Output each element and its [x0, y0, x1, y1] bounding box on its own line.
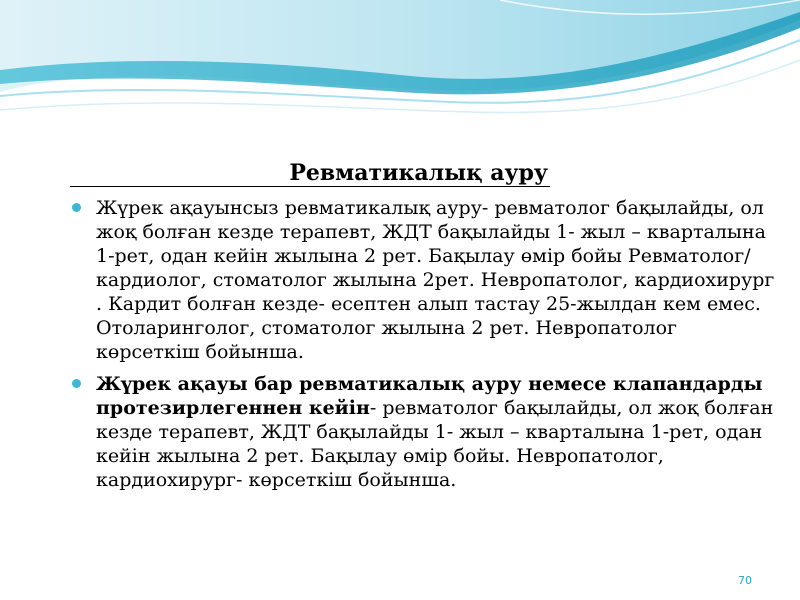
decorative-wave-header: [0, 0, 800, 160]
bullet-icon: [72, 379, 81, 388]
slide-title: [70, 160, 550, 187]
bullet-icon: [72, 203, 81, 212]
page-number: 70: [738, 574, 752, 587]
list-item: [96, 196, 786, 364]
bullet-bold-text: Жүрек ақауы бар ревматикалық ауру немесе клапандарды протезирлегеннен кейін: [96, 373, 763, 419]
bullet-text: - ревматолог бақылайды, ол жоқ болған кезде терапевт, ЖДТ бақылайды 1- жыл – кварталына 1-рет, одан кейін жылына 2 рет. Бақылау өмір бойы. Невропатолог, кардиохирург- көрсеткіш бойынша.: [96, 397, 774, 491]
bullet-list: [96, 196, 786, 500]
slide-title-text: Ревматикалық ауру: [289, 160, 548, 186]
list-item: [96, 372, 786, 492]
bullet-text: Жүрек ақауынсыз ревматикалық ауру- ревматолог бақылайды, ол жоқ болған кезде терапевт, ЖДТ бақылайды 1- жыл – кварталына 1-рет, одан кейін жылына 2 рет. Бақылау өмір бойы Ревматолог/кардиолог, стоматолог жылына 2рет. Невропатолог, кардиохирург . Кардит болған кезде- есептен алып тастау 25-жылдан кем емес. Отоларинголог, стоматолог жылына 2 рет. Невропатолог көрсеткіш бойынша.: [96, 197, 775, 363]
